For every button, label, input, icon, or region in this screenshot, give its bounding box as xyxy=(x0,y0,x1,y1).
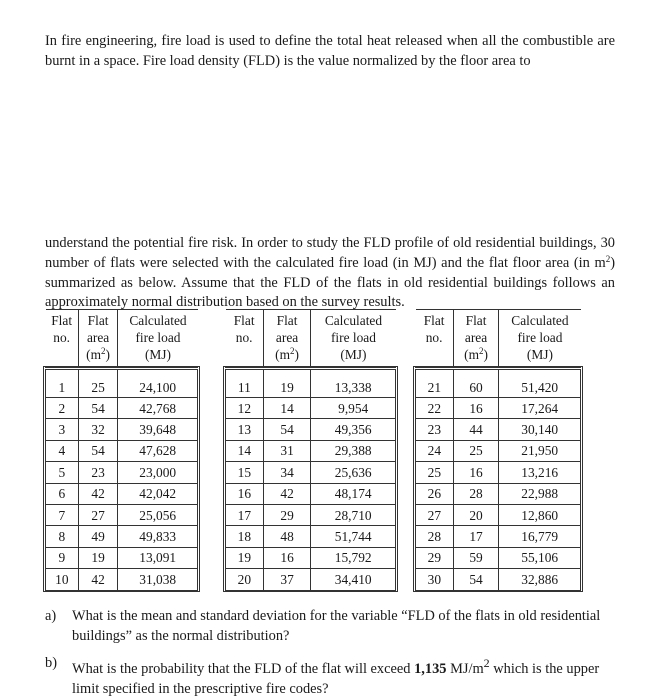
cell-area: 16 xyxy=(263,547,311,568)
table-row xyxy=(416,419,581,440)
cell-no: 18 xyxy=(226,526,264,547)
table-row xyxy=(46,398,198,419)
header-flat-area: Flat area $(m^2)$ xyxy=(263,310,311,369)
cell-load: 47,628 xyxy=(118,440,198,461)
question-a-text: What is the mean and standard deviation for the variable “FLD of the flats in old residential buildings” as the normal distribution? xyxy=(72,608,601,644)
table-row xyxy=(226,504,396,525)
header-fire-load: Calculated fire load (MJ) xyxy=(118,310,198,369)
cell-area: 25 xyxy=(78,369,118,398)
header-fire-load: Calculated fire load (MJ) xyxy=(499,310,581,369)
cell-no: 9 xyxy=(46,547,79,568)
table-row xyxy=(46,504,198,525)
cell-no: 4 xyxy=(46,440,79,461)
table-header-row xyxy=(46,310,198,369)
question-b-item xyxy=(45,653,615,699)
question-b xyxy=(45,653,615,699)
cell-load: 21,950 xyxy=(499,440,581,461)
cell-load: 23,000 xyxy=(118,462,198,483)
cell-load: 25,056 xyxy=(118,504,198,525)
question-a-item xyxy=(45,606,615,646)
cell-load: 51,744 xyxy=(311,526,396,547)
table-row xyxy=(416,569,581,590)
table-row xyxy=(46,483,198,504)
table-header-row xyxy=(226,310,396,369)
cell-area: 54 xyxy=(453,569,499,590)
table-row xyxy=(46,440,198,461)
question-b-unit-sup: 2 xyxy=(483,656,490,670)
cell-load: 29,388 xyxy=(311,440,396,461)
cell-no: 8 xyxy=(46,526,79,547)
cell-no: 23 xyxy=(416,419,454,440)
header-fire-load: Calculated fire load (MJ) xyxy=(311,310,396,369)
cell-load: 15,792 xyxy=(311,547,396,568)
cell-no: 3 xyxy=(46,419,79,440)
fire-load-table-2 xyxy=(225,309,396,591)
cell-no: 5 xyxy=(46,462,79,483)
table-row xyxy=(416,398,581,419)
cell-area: 25 xyxy=(453,440,499,461)
cell-load: 49,833 xyxy=(118,526,198,547)
cell-load: 13,091 xyxy=(118,547,198,568)
cell-load: 13,338 xyxy=(311,369,396,398)
cell-area: 20 xyxy=(453,504,499,525)
cell-no: 14 xyxy=(226,440,264,461)
cell-area: 27 xyxy=(78,504,118,525)
cell-no: 25 xyxy=(416,462,454,483)
question-b-limit-value: 1,135 xyxy=(414,660,447,677)
cell-load: 34,410 xyxy=(311,569,396,590)
cell-no: 2 xyxy=(46,398,79,419)
cell-area: 14 xyxy=(263,398,311,419)
cell-load: 42,042 xyxy=(118,483,198,504)
intro-text: In fire engineering, fire load is used to define the total heat released when all the combustible are burnt in a space. Fire load density (FLD) is the value normalized by the floor area to xyxy=(45,33,615,69)
context-text-a: understand the potential fire risk. In order to study the FLD profile of old residential buildings, 30 number of flats were selected with the calculated fire load (in MJ) and the flat floor area (in m xyxy=(45,235,615,271)
cell-area: 17 xyxy=(453,526,499,547)
table-row xyxy=(226,569,396,590)
cell-no: 21 xyxy=(416,369,454,398)
table-row xyxy=(226,483,396,504)
table-row xyxy=(226,440,396,461)
cell-load: 49,356 xyxy=(311,419,396,440)
table-row xyxy=(226,462,396,483)
context-paragraph xyxy=(45,234,615,312)
fire-load-table-3 xyxy=(415,309,581,591)
intro-paragraph xyxy=(45,32,615,71)
cell-area: 34 xyxy=(263,462,311,483)
header-flat-no: Flat no. xyxy=(46,310,79,369)
cell-no: 30 xyxy=(416,569,454,590)
cell-no: 17 xyxy=(226,504,264,525)
table-row xyxy=(226,369,396,398)
cell-area: 54 xyxy=(78,398,118,419)
table-row xyxy=(46,462,198,483)
cell-area: 32 xyxy=(78,419,118,440)
table-row xyxy=(416,547,581,568)
cell-load: 31,038 xyxy=(118,569,198,590)
cell-area: 16 xyxy=(453,462,499,483)
cell-load: 32,886 xyxy=(499,569,581,590)
cell-load: 22,988 xyxy=(499,483,581,504)
question-b-text-a: What is the probability that the FLD of the flat will exceed xyxy=(72,660,415,677)
cell-load: 16,779 xyxy=(499,526,581,547)
cell-load: 25,636 xyxy=(311,462,396,483)
cell-load: 17,264 xyxy=(499,398,581,419)
table-row xyxy=(226,398,396,419)
cell-area: 60 xyxy=(453,369,499,398)
fire-load-table-1 xyxy=(45,309,198,591)
table-row xyxy=(226,419,396,440)
table-row xyxy=(46,547,198,568)
table-row xyxy=(416,440,581,461)
table-row xyxy=(46,526,198,547)
cell-load: 12,860 xyxy=(499,504,581,525)
header-flat-no: Flat no. xyxy=(416,310,454,369)
cell-area: 28 xyxy=(453,483,499,504)
table-row xyxy=(416,504,581,525)
cell-load: 51,420 xyxy=(499,369,581,398)
cell-area: 23 xyxy=(78,462,118,483)
question-a-label: a) xyxy=(45,608,57,624)
cell-no: 6 xyxy=(46,483,79,504)
cell-load: 28,710 xyxy=(311,504,396,525)
cell-load: 30,140 xyxy=(499,419,581,440)
cell-no: 15 xyxy=(226,462,264,483)
cell-no: 10 xyxy=(46,569,79,590)
question-a xyxy=(45,606,615,646)
cell-no: 13 xyxy=(226,419,264,440)
cell-area: 54 xyxy=(263,419,311,440)
cell-no: 1 xyxy=(46,369,79,398)
header-flat-no: Flat no. xyxy=(226,310,264,369)
cell-area: 37 xyxy=(263,569,311,590)
cell-area: 42 xyxy=(263,483,311,504)
cell-no: 11 xyxy=(226,369,264,398)
cell-area: 59 xyxy=(453,547,499,568)
cell-load: 55,106 xyxy=(499,547,581,568)
table-row xyxy=(226,547,396,568)
cell-no: 16 xyxy=(226,483,264,504)
context-text-b: ) summarized as below. Assume that the FLD of the flats in old residential buildings follows an approximately normal distribution based on the survey results. xyxy=(45,254,615,311)
cell-area: 48 xyxy=(263,526,311,547)
question-b-unit: MJ/m xyxy=(446,660,484,677)
cell-load: 42,768 xyxy=(118,398,198,419)
header-flat-area: Flat area $(m^2)$ xyxy=(453,310,499,369)
cell-no: 24 xyxy=(416,440,454,461)
table-row xyxy=(46,569,198,590)
cell-area: 16 xyxy=(453,398,499,419)
cell-load: 13,216 xyxy=(499,462,581,483)
cell-area: 44 xyxy=(453,419,499,440)
question-b-text-b: which is the upper limit specified in the prescriptive fire codes? xyxy=(72,660,600,697)
cell-no: 22 xyxy=(416,398,454,419)
table-row xyxy=(416,483,581,504)
cell-no: 28 xyxy=(416,526,454,547)
table-header-row xyxy=(416,310,581,369)
table-row xyxy=(46,419,198,440)
context-sup: 2 xyxy=(605,253,611,264)
table-row xyxy=(416,462,581,483)
cell-area: 42 xyxy=(78,483,118,504)
cell-load: 48,174 xyxy=(311,483,396,504)
cell-area: 19 xyxy=(263,369,311,398)
cell-load: 9,954 xyxy=(311,398,396,419)
cell-area: 42 xyxy=(78,569,118,590)
table-row xyxy=(226,526,396,547)
cell-load: 24,100 xyxy=(118,369,198,398)
cell-no: 27 xyxy=(416,504,454,525)
cell-no: 7 xyxy=(46,504,79,525)
table-row xyxy=(416,526,581,547)
cell-area: 31 xyxy=(263,440,311,461)
cell-no: 20 xyxy=(226,569,264,590)
cell-no: 29 xyxy=(416,547,454,568)
question-b-label: b) xyxy=(45,655,57,671)
cell-area: 29 xyxy=(263,504,311,525)
cell-no: 19 xyxy=(226,547,264,568)
cell-area: 49 xyxy=(78,526,118,547)
table-row xyxy=(46,369,198,398)
cell-area: 54 xyxy=(78,440,118,461)
cell-load: 39,648 xyxy=(118,419,198,440)
header-flat-area: Flat area $(m^2)$ xyxy=(78,310,118,369)
cell-no: 26 xyxy=(416,483,454,504)
cell-area: 19 xyxy=(78,547,118,568)
table-row xyxy=(416,369,581,398)
cell-no: 12 xyxy=(226,398,264,419)
